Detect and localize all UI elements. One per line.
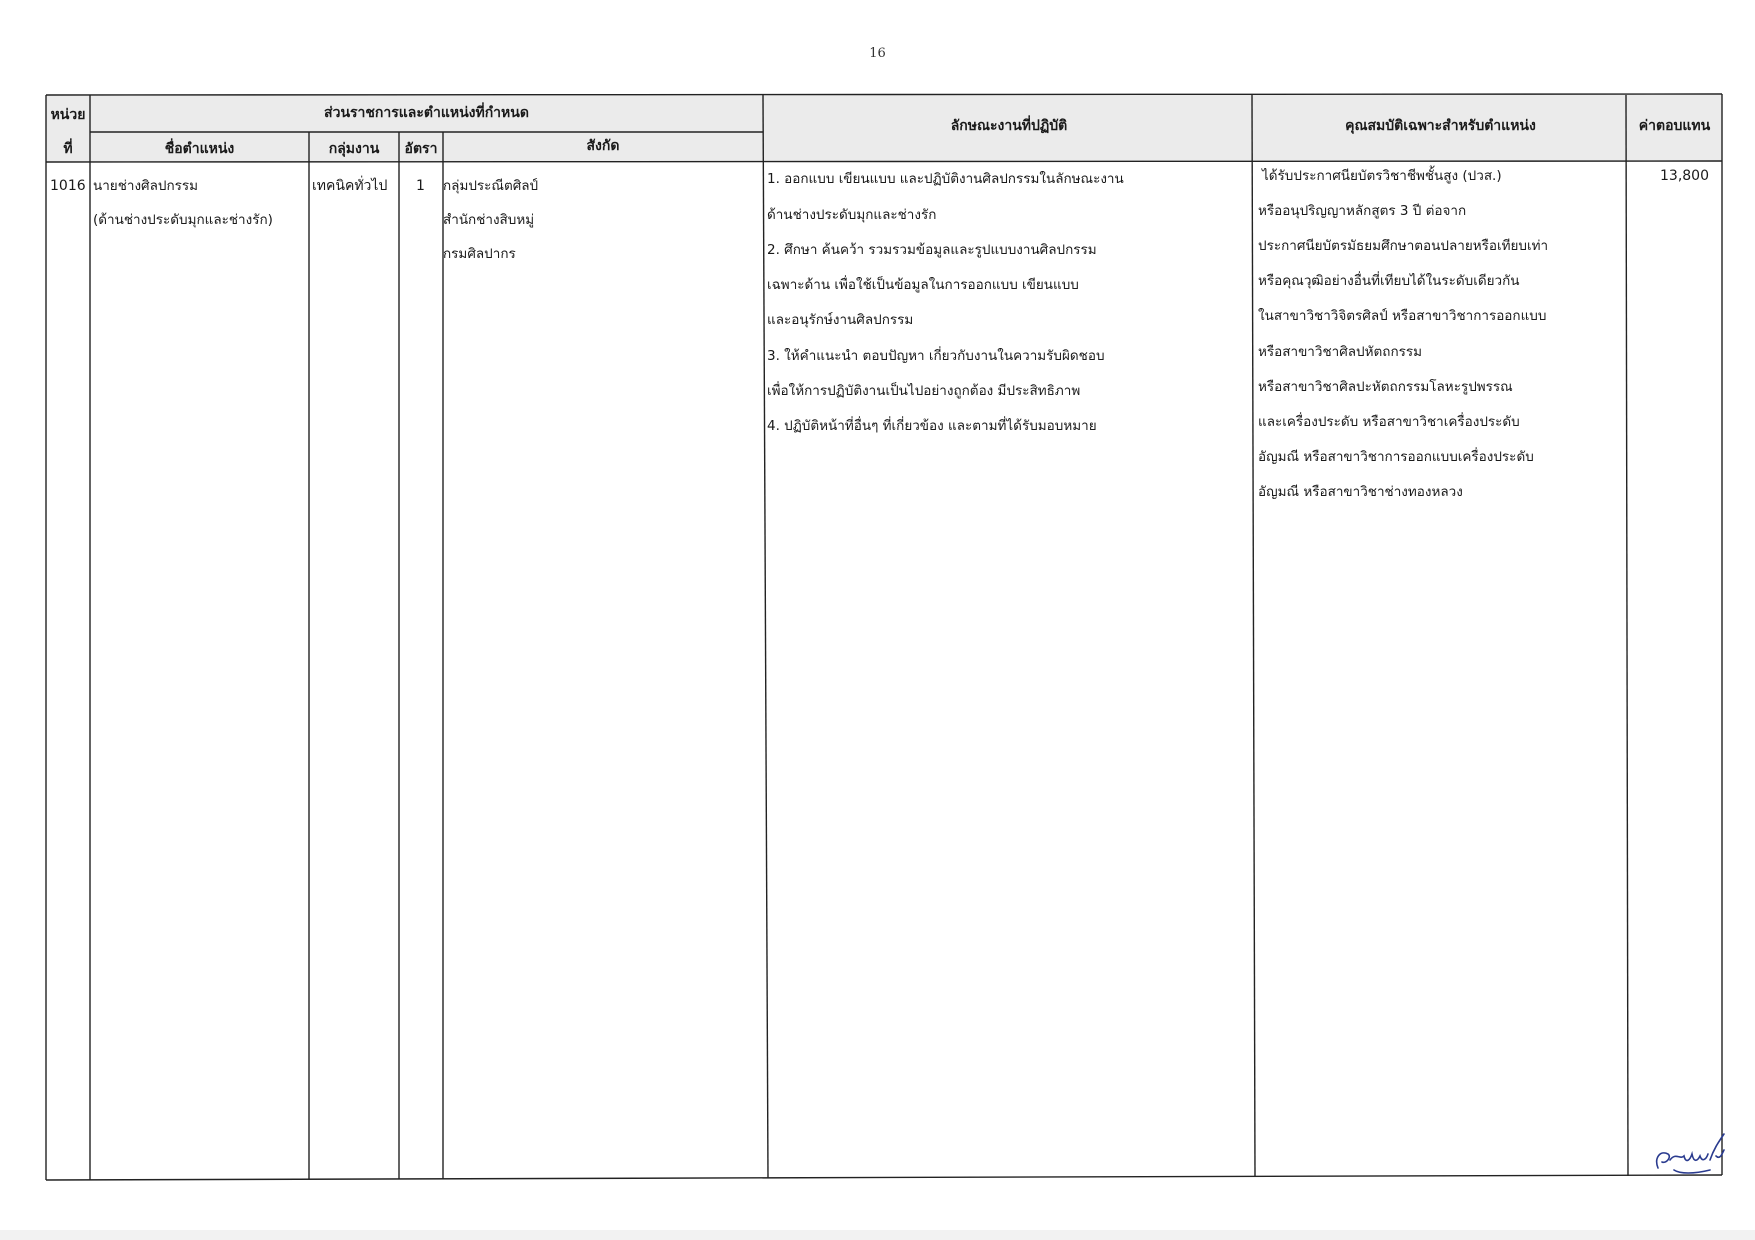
header-group-title: ส่วนราชการและตำแหน่งที่กำหนด	[324, 105, 529, 121]
header-compensation: ค่าตอบแทน	[1638, 118, 1711, 134]
header-unit-top: หน่วย	[50, 107, 86, 123]
affiliation-line: สำนักช่างสิบหมู่	[443, 212, 535, 228]
job-nature-line: เฉพาะด้าน เพื่อใช้เป็นข้อมูลในการออกแบบ เขียนแบบ	[767, 277, 1079, 293]
scan-edge	[0, 1230, 1755, 1240]
work-group-value: เทคนิคทั่วไป	[312, 178, 388, 194]
affiliation-line: กรมศิลปากร	[443, 246, 516, 262]
header-job-nature: ลักษณะงานที่ปฏิบัติ	[950, 118, 1068, 134]
job-nature-line: 4. ปฏิบัติหน้าที่อื่นๆ ที่เกี่ยวข้อง และตามที่ได้รับมอบหมาย	[767, 418, 1097, 434]
qualification-line: ในสาขาวิชาวิจิตรศิลป์ หรือสาขาวิชาการออกแบบ	[1258, 308, 1547, 324]
page-number: 16	[869, 46, 886, 61]
qualification-line: หรือสาขาวิชาศิลปหัตถกรรม	[1258, 344, 1423, 360]
header-work-group: กลุ่มงาน	[328, 141, 380, 157]
qualification-line: ได้รับประกาศนียบัตรวิชาชีพชั้นสูง (ปวส.)	[1262, 168, 1502, 184]
job-nature-line: 2. ศึกษา ค้นคว้า รวมรวมข้อมูลและรูปแบบงานศิลปกรรม	[767, 242, 1097, 258]
job-nature-line: เพื่อให้การปฏิบัติงานเป็นไปอย่างถูกต้อง มีประสิทธิภาพ	[767, 383, 1081, 399]
qualification-line: หรือคุณวุฒิอย่างอื่นที่เทียบได้ในระดับเดียวกัน	[1258, 273, 1520, 289]
qualification-line: อัญมณี หรือสาขาวิชาการออกแบบเครื่องประดับ	[1258, 449, 1534, 465]
unit-number: 1016	[50, 178, 86, 194]
header-qualifications: คุณสมบัติเฉพาะสำหรับตำแหน่ง	[1345, 118, 1536, 134]
signature-icon	[1650, 1130, 1730, 1180]
rate-value: 1	[416, 178, 425, 194]
position-name-line: นายช่างศิลปกรรม	[93, 178, 199, 194]
job-nature-line: 1. ออกแบบ เขียนแบบ และปฏิบัติงานศิลปกรรมในลักษณะงาน	[767, 171, 1124, 187]
qualification-line: หรืออนุปริญญาหลักสูตร 3 ปี ต่อจาก	[1258, 203, 1467, 219]
header-affiliation: สังกัด	[586, 138, 620, 154]
header-position-name: ชื่อตำแหน่ง	[164, 141, 235, 157]
qualification-line: หรือสาขาวิชาศิลปะหัตถกรรมโลหะรูปพรรณ	[1258, 379, 1513, 395]
qualification-line: อัญมณี หรือสาขาวิชาช่างทองหลวง	[1258, 484, 1463, 500]
job-nature-line: ด้านช่างประดับมุกและช่างรัก	[767, 207, 937, 223]
job-nature-line: 3. ให้คำแนะนำ ตอบปัญหา เกี่ยวกับงานในความรับผิดชอบ	[767, 348, 1105, 364]
qualification-line: และเครื่องประดับ หรือสาขาวิชาเครื่องประดับ	[1258, 414, 1520, 430]
header-rate: อัตรา	[404, 141, 438, 157]
job-nature-line: และอนุรักษ์งานศิลปกรรม	[767, 312, 914, 328]
position-name-line: (ด้านช่างประดับมุกและช่างรัก)	[93, 212, 273, 228]
header-unit-bottom: ที่	[63, 141, 73, 157]
compensation-value: 13,800	[1660, 168, 1709, 184]
affiliation-line: กลุ่มประณีตศิลป์	[443, 178, 539, 194]
qualification-line: ประกาศนียบัตรมัธยมศึกษาตอนปลายหรือเทียบเท่า	[1258, 238, 1549, 254]
